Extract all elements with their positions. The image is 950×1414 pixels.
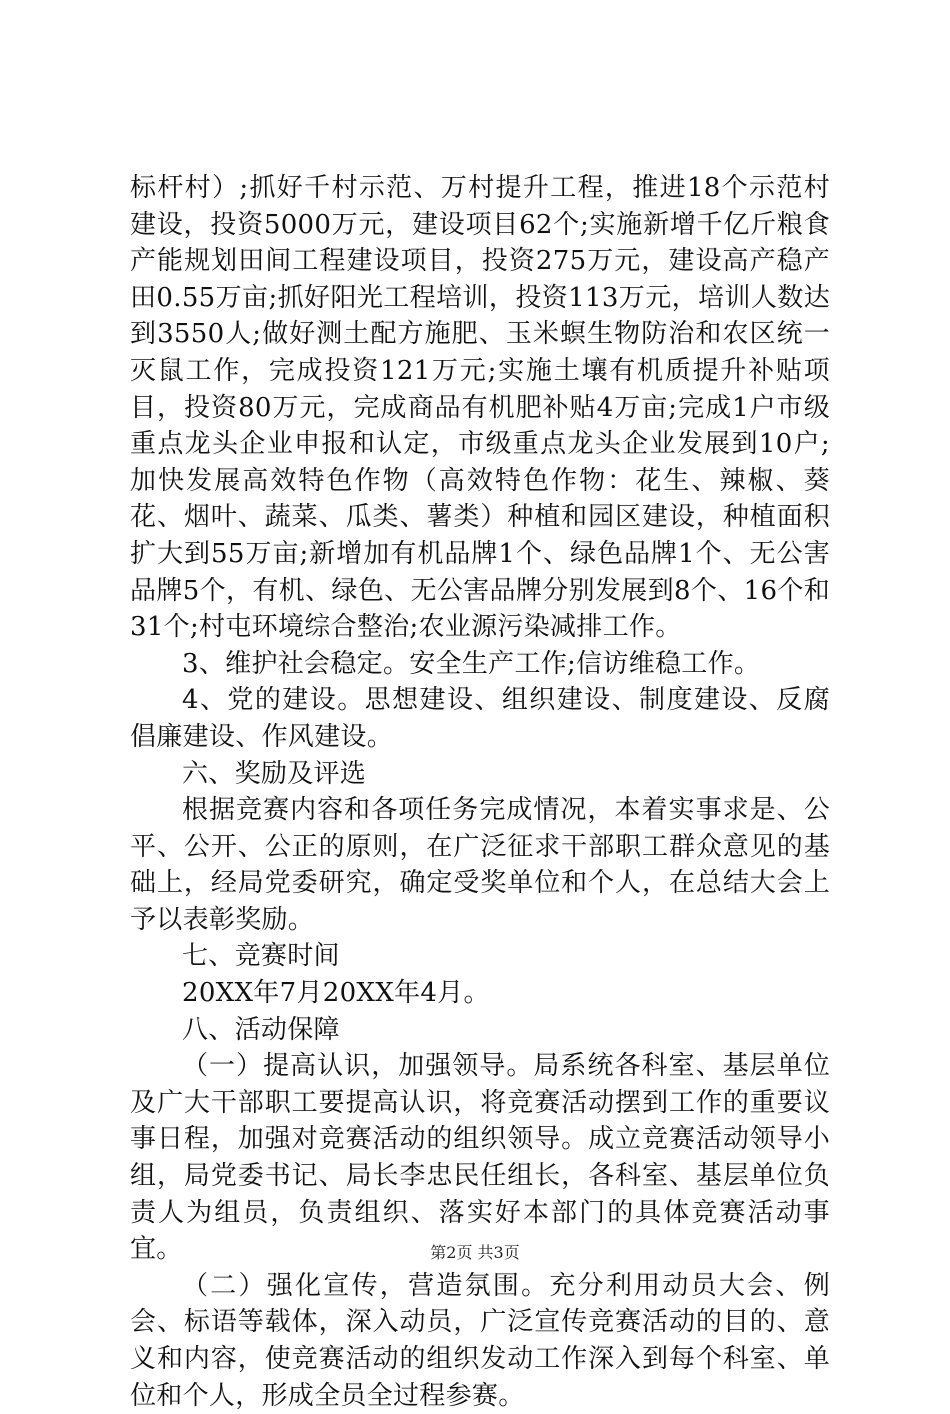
section-heading-competition-time: 七、竞赛时间: [182, 941, 340, 972]
paragraph-social-stability: 3、维护社会稳定。安全生产工作;信访维稳工作。: [182, 648, 761, 679]
paragraph-party-building: 4、党的建设。思想建设、组织建设、制度建设、反腐倡廉建设、作风建设。: [130, 685, 830, 752]
document-body: [130, 170, 830, 1414]
paragraph-rewards-selection: 根据竞赛内容和各项任务完成情况，本着实事求是、公平、公开、公正的原则，在广泛征求干部职工群众意见的基础上，经局党委研究，确定受奖单位和个人，在总结大会上予以表彰奖励。: [130, 795, 830, 935]
paragraph-competition-period: 20XX年7月20XX年4月。: [182, 978, 490, 1009]
section-heading-activity-support: 八、活动保障: [182, 1014, 340, 1045]
paragraph-leadership: （一）提高认识，加强领导。局系统各科室、基层单位及广大干部职工要提高认识，将竞赛活动摆到工作的重要议事日程，加强对竞赛活动的组织领导。成立竞赛活动领导小组，局党委书记、局长李忠民任组长，各科室、基层单位负责人为组员，负责组织、落实好本部门的具体竞赛活动事宜。: [130, 1051, 830, 1265]
page-number-footer: 第2页 共3页: [430, 1243, 520, 1262]
paragraph-publicity: （二）强化宣传，营造氛围。充分利用动员大会、例会、标语等载体，深入动员，广泛宣传竞赛活动的目的、意义和内容，使竞赛活动的组织发动工作深入到每个科室、单位和个人，形成全员全过程参赛。: [130, 1270, 830, 1411]
section-heading-rewards: 六、奖励及评选: [182, 758, 367, 789]
paragraph-continued-task-list: 标杆村）;抓好千村示范、万村提升工程，推进18个示范村建设，投资5000万元，建设项目62个;实施新增千亿斤粮食产能规划田间工程建设项目，投资275万元，建设高产稳产田0.55万亩;抓好阳光工程培训，投资113万元，培训人数达到3550人;做好测土配方施肥、玉米螟生物防治和农区统一灭鼠工作，完成投资121万元;实施土壤有机质提升补贴项目，投资80万元，完成商品有机肥补贴4万亩;完成1户市级重点龙头企业申报和认定，市级重点龙头企业发展到10户;加快发展高效特色作物（高效特色作物：花生、辣椒、葵花、烟叶、蔬菜、瓜类、薯类）种植和园区建设，种植面积扩大到55万亩;新增加有机品牌1个、绿色品牌1个、无公害品牌5个，有机、绿色、无公害品牌分别发展到8个、16个和31个;村屯环境综合整治;农业源污染减排工作。: [130, 173, 830, 643]
